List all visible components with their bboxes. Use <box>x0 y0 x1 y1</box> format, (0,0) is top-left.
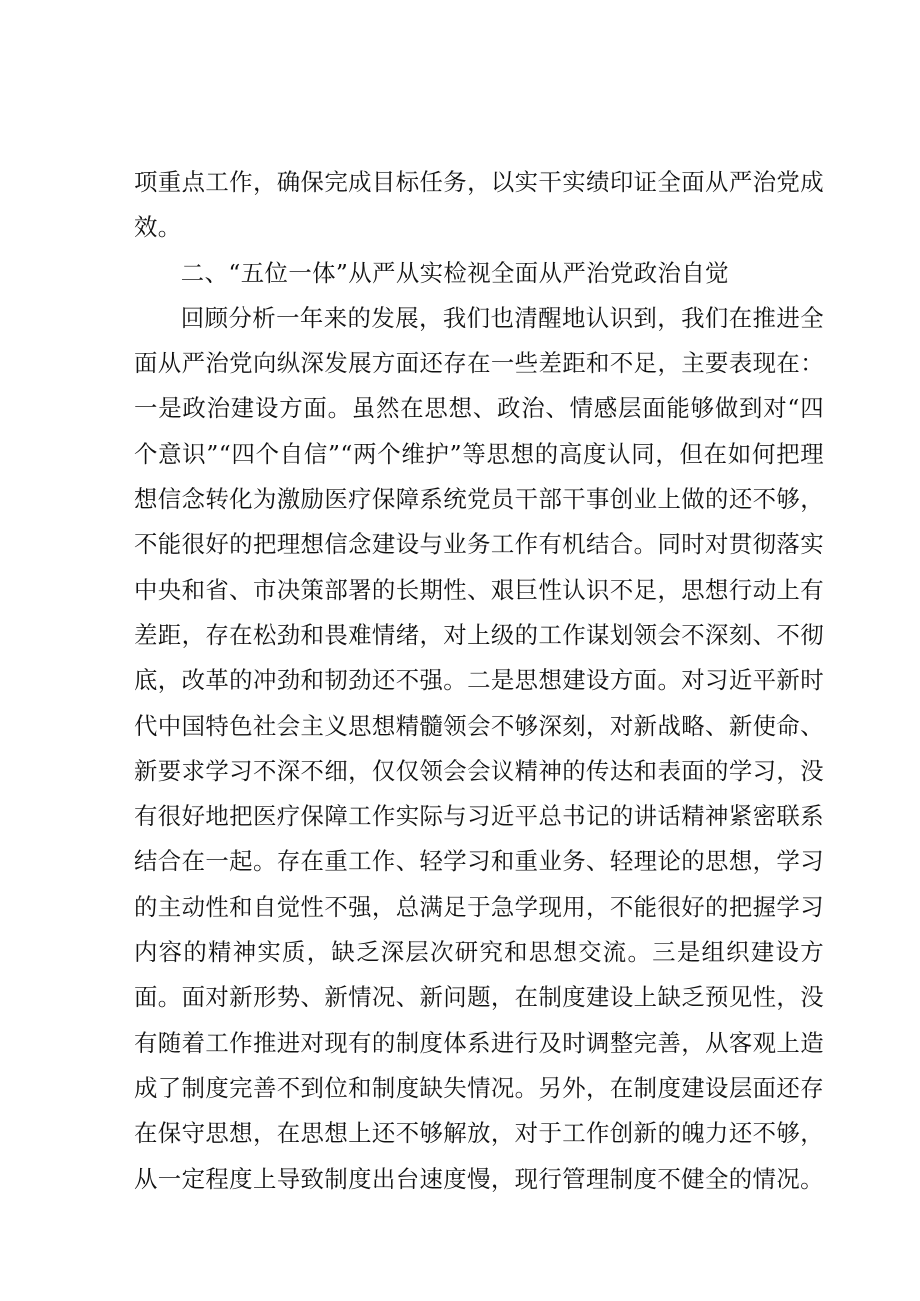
continuation-paragraph: 项重点工作，确保完成目标任务，以实干实绩印证全面从严治党成效。 <box>134 168 824 242</box>
section-heading: 二、“五位一体”从严从实检视全面从严治党政治自觉 <box>180 258 729 287</box>
document-body <box>134 160 824 1202</box>
body-paragraph: 回顾分析一年来的发展，我们也清醒地认识到，我们在推进全面从严治党向纵深发展方面还存在一些差距和不足，主要表现在：一是政治建设方面。虽然在思想、政治、情感层面能够做到对“四个意识”“四个自信”“两个维护”等思想的高度认同，但在如何把理想信念转化为激励医疗保障系统党员干部干事创业上做的还不够，不能很好的把理想信念建设与业务工作有机结合。同时对贯彻落实中央和省、市决策部署的长期性、艰巨性认识不足，思想行动上有差距，存在松劲和畏难情绪，对上级的工作谋划领会不深刻、不彻底，改革的冲劲和韧劲还不强。二是思想建设方面。对习近平新时代中国特色社会主义思想精髓领会不够深刻，对新战略、新使命、新要求学习不深不细，仅仅领会会议精神的传达和表面的学习，没有很好地把医疗保障工作实际与习近平总书记的讲话精神紧密联系结合在一起。存在重工作、轻学习和重业务、轻理论的思想，学习的主动性和自觉性不强，总满足于急学现用，不能很好的把握学习内容的精神实质，缺乏深层次研究和思想交流。三是组织建设方面。面对新形势、新情况、新问题，在制度建设上缺乏预见性，没有随着工作推进对现有的制度体系进行及时调整完善，从客观上造成了制度完善不到位和制度缺失情况。另外，在制度建设层面还存在保守思想，在思想上还不够解放，对于工作创新的魄力还不够，从一定程度上导致制度出台速度慢，现行管理制度不健全的情况。 <box>134 303 824 1193</box>
